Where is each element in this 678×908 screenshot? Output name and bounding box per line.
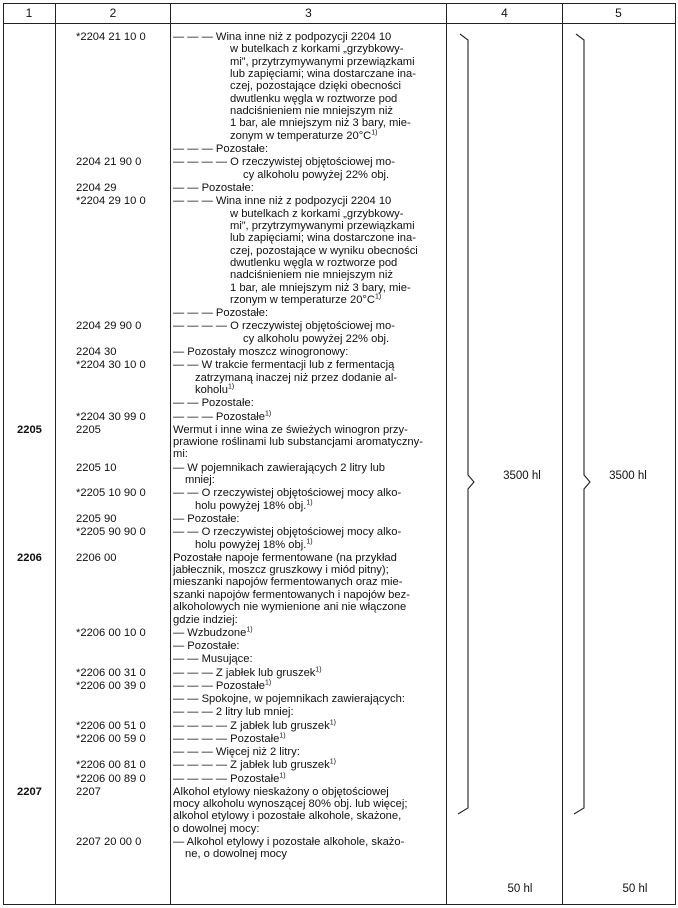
description-text: — — — — Z jabłek lub gruszek xyxy=(173,759,330,772)
description-text: — — — Wina inne niż z podpozycji 2204 10 xyxy=(173,195,392,208)
description-line xyxy=(243,333,389,345)
cn-code: *2206 00 59 0 xyxy=(76,732,146,745)
column-header-2: 2 xyxy=(109,6,117,20)
description-text: holu powyżej 18% obj. xyxy=(195,499,307,512)
description-line xyxy=(173,759,336,771)
description-text: o dowolnej mocy: xyxy=(173,822,260,835)
footnote-marker: 1) xyxy=(265,679,272,687)
description-text: — Pozostały moszcz winogronowy: xyxy=(173,346,349,359)
description-line xyxy=(173,513,240,525)
description-text: nadciśnieniem nie mniejszym niż xyxy=(230,105,393,118)
description-text: zatrzymaną inaczej niż przez dodanie al- xyxy=(195,371,398,384)
description-line xyxy=(173,143,268,155)
description-line xyxy=(173,680,271,692)
description-line xyxy=(173,733,286,745)
description-line xyxy=(230,269,393,281)
description-line xyxy=(173,810,401,822)
description-text: — — — Z jabłek lub gruszek xyxy=(173,666,316,679)
description-line xyxy=(230,282,411,294)
description-text: cy alkoholu powyżej 22% obj. xyxy=(243,332,390,345)
description-text: lub zapięciami; wina dostarczane ina- xyxy=(230,68,416,81)
description-line xyxy=(173,773,286,785)
description-text: alkohol etylowy i pozostałe alkohole, skażone, xyxy=(173,810,402,823)
description-line xyxy=(230,56,415,68)
description-line xyxy=(230,105,393,117)
cn-code: 2204 21 90 0 xyxy=(76,156,142,169)
cn-code: *2204 29 10 0 xyxy=(76,195,146,208)
cn-code: 2205 10 xyxy=(76,461,117,474)
description-line xyxy=(230,117,411,129)
description-text: Alkohol etylowy nieskażony o objętościowej xyxy=(173,785,389,798)
col5-volume: 3500 hl xyxy=(609,470,647,482)
description-text: mi: xyxy=(173,448,188,461)
description-line xyxy=(173,564,389,576)
column-header-3: 3 xyxy=(305,6,312,20)
description-line xyxy=(195,384,234,396)
description-text: czej, pozostające w wyniku obecności xyxy=(230,244,418,257)
description-line xyxy=(173,487,401,499)
description-text: w butelkach z korkami „grzybkowy- xyxy=(230,43,404,56)
col5-bottom-volume: 50 hl xyxy=(622,883,648,895)
cn-code: *2205 10 90 0 xyxy=(76,487,146,500)
description-text: prawione roślinami lub substancjami aromatyczny- xyxy=(173,436,423,449)
description-text: koholu xyxy=(195,384,228,396)
description-line xyxy=(173,640,240,652)
cn-code: 2205 xyxy=(76,423,101,436)
description-text: — — Pozostałe: xyxy=(173,181,254,194)
description-line xyxy=(173,823,259,835)
description-text: — — — — Pozostałe xyxy=(173,772,280,785)
description-line xyxy=(173,836,404,848)
cn-code: 2206 00 xyxy=(76,551,117,564)
description-text: — — — — Pozostałe xyxy=(173,732,280,745)
description-text: zonym w temperaturze 20°C xyxy=(230,129,372,142)
footnote-marker: 1) xyxy=(329,718,336,726)
description-line xyxy=(230,257,397,269)
description-text: — — W trakcie fermentacji lub z fermentacją xyxy=(173,359,395,372)
cn-code: 2207 xyxy=(76,785,101,798)
cn-code: 2204 29 90 0 xyxy=(76,320,142,333)
description-text: — — — — Z jabłek lub gruszek xyxy=(173,719,330,732)
description-line xyxy=(230,294,381,306)
description-text: alkoholowych nie wymienione ani nie włączone xyxy=(173,601,407,614)
description-text: dwutlenku węgla w roztworze pod xyxy=(230,92,398,105)
description-line xyxy=(185,848,287,860)
description-line xyxy=(173,601,406,613)
description-line xyxy=(230,220,415,232)
description-line xyxy=(173,424,408,436)
description-line xyxy=(173,589,410,601)
footnote-marker: 1) xyxy=(227,383,235,391)
description-line xyxy=(173,156,395,168)
description-line xyxy=(185,474,215,486)
column-header-4: 4 xyxy=(501,6,508,20)
description-text: mieszanki napojów fermentowanych oraz mie- xyxy=(173,576,403,589)
description-text: w butelkach z korkami „grzybkowy- xyxy=(230,207,404,220)
footnote-marker: 1) xyxy=(315,665,322,673)
description-text: mi”, przytrzymywanymi przewiązkami xyxy=(230,219,415,232)
description-text: 1 bar, ale mniejszym niż 3 bary, mie- xyxy=(230,117,411,130)
description-line xyxy=(173,436,423,448)
description-text: nadciśnieniem nie mniejszym niż xyxy=(230,269,393,282)
col4-bottom-volume: 50 hl xyxy=(507,883,533,895)
description-text: dwutlenku węgla w roztworze pod xyxy=(230,256,398,269)
description-text: — — — — O rzeczywistej objętościowej mo- xyxy=(173,156,395,169)
description-line xyxy=(173,614,238,626)
description-text: mi”, przytrzymywanymi przewiązkami xyxy=(230,55,415,68)
description-text: — — — Pozostałe: xyxy=(173,307,269,320)
cn-code: *2206 00 31 0 xyxy=(76,666,146,679)
description-text: Pozostałe napoje fermentowane (na przykład xyxy=(173,551,397,564)
description-text: — Wzbudzone xyxy=(173,626,247,639)
col4-volume: 3500 hl xyxy=(503,470,541,482)
description-line xyxy=(173,411,271,423)
cn-code: 2204 29 xyxy=(76,181,117,194)
description-text: — — Musujące: xyxy=(173,653,253,666)
description-line xyxy=(173,526,401,538)
cn-code: *2205 90 90 0 xyxy=(76,526,146,539)
cn-code: *2204 30 99 0 xyxy=(76,410,146,423)
footnote-marker: 1) xyxy=(306,498,313,506)
brace-icon xyxy=(450,30,480,820)
description-line xyxy=(230,80,401,92)
footnote-marker: 1) xyxy=(371,129,378,137)
footnote-marker: 1) xyxy=(279,771,286,779)
description-line xyxy=(173,720,336,732)
description-line xyxy=(195,500,313,512)
brace-icon xyxy=(566,30,596,820)
description-text: — Pozostałe: xyxy=(173,512,240,525)
description-line xyxy=(173,653,253,665)
description-line xyxy=(230,68,416,80)
description-line xyxy=(243,169,389,181)
description-line xyxy=(173,627,253,639)
description-line xyxy=(173,359,394,371)
description-line xyxy=(173,667,322,679)
description-text: szanki napojów fermentowanych i napojów bez- xyxy=(173,588,410,601)
cn-code: 2207 20 00 0 xyxy=(76,836,142,849)
column-header-1: 1 xyxy=(25,6,33,20)
description-text: rzonym w temperaturze 20°C xyxy=(230,293,375,306)
description-text: — Pozostałe: xyxy=(173,640,240,652)
footnote-marker: 1) xyxy=(306,537,313,545)
column-rule xyxy=(446,3,447,905)
description-text: — Alkohol etylowy i pozostałe alkohole, skażo- xyxy=(173,836,405,849)
description-text: lub zapięciami; wina dostarczone ina- xyxy=(230,232,416,245)
description-line xyxy=(173,31,391,43)
column-rule xyxy=(562,3,563,905)
cn-code: *2206 00 89 0 xyxy=(76,772,146,785)
description-text: — — Pozostałe: xyxy=(173,397,254,410)
description-text: — W pojemnikach zawierających 2 litry lub xyxy=(173,461,386,474)
description-line xyxy=(173,706,294,718)
description-line xyxy=(230,232,416,244)
column-rule xyxy=(55,3,56,905)
description-line xyxy=(173,346,348,358)
description-text: — — — Więcej niż 2 litry: xyxy=(173,746,300,758)
description-line xyxy=(173,307,268,319)
footnote-marker: 1) xyxy=(265,409,272,417)
cn-code: *2206 00 10 0 xyxy=(76,626,146,639)
description-text: — — — Pozostałe xyxy=(173,679,266,692)
cn-code: 2204 30 xyxy=(76,346,117,359)
description-line xyxy=(173,552,397,564)
heading-number: 2207 xyxy=(17,785,42,798)
description-line xyxy=(173,576,402,588)
description-line xyxy=(230,93,397,105)
cn-code: *2206 00 81 0 xyxy=(76,759,146,772)
description-line xyxy=(173,798,407,810)
description-line xyxy=(173,693,405,705)
column-rule xyxy=(170,3,171,905)
column-header-5: 5 xyxy=(615,6,622,20)
description-line xyxy=(173,746,300,758)
cn-code: *2204 30 10 0 xyxy=(76,359,146,372)
footnote-marker: 1) xyxy=(279,732,286,740)
description-line xyxy=(173,786,389,798)
description-line xyxy=(195,539,313,551)
description-line xyxy=(173,462,385,474)
description-text: — — — — O rzeczywistej objętościowej mo- xyxy=(173,320,395,333)
footnote-marker: 1) xyxy=(246,626,253,634)
heading-number: 2205 xyxy=(17,423,42,436)
footnote-marker: 1) xyxy=(375,293,382,301)
description-line xyxy=(230,208,403,220)
description-line xyxy=(173,320,395,332)
description-line xyxy=(173,448,188,460)
cn-code: 2205 90 xyxy=(76,512,117,525)
description-line xyxy=(173,397,254,409)
description-text: 1 bar, ale mniejszym niż 3 bary, mie- xyxy=(230,281,411,294)
description-text: holu powyżej 18% obj. xyxy=(195,538,307,551)
description-line xyxy=(230,130,378,142)
cn-code: *2206 00 51 0 xyxy=(76,719,146,732)
description-line xyxy=(230,43,403,55)
description-text: czej, pozostające dzięki obecności xyxy=(230,80,402,93)
description-line xyxy=(173,195,391,207)
description-text: cy alkoholu powyżej 22% obj. xyxy=(243,168,390,181)
cn-code: *2204 21 10 0 xyxy=(76,31,146,43)
cn-code: *2206 00 39 0 xyxy=(76,679,146,692)
description-text: gdzie indziej: xyxy=(173,613,238,626)
description-line xyxy=(195,372,397,384)
description-line xyxy=(173,182,254,194)
description-text: — — — Pozostałe: xyxy=(173,143,269,156)
description-text: — — Spokojne, w pojemnikach zawierających: xyxy=(173,693,405,705)
description-text: ne, o dowolnej mocy xyxy=(185,848,287,861)
description-text: jabłecznik, moszcz gruszkowy i miód pitny); xyxy=(173,564,389,577)
heading-number: 2206 xyxy=(17,551,42,564)
description-text: Wermut i inne wina ze świeżych winogron przy- xyxy=(173,423,408,436)
description-text: — — O rzeczywistej objętościowej mocy alko- xyxy=(173,526,402,539)
description-text: mniej: xyxy=(185,474,215,487)
description-text: — — — 2 litry lub mniej: xyxy=(173,706,294,719)
description-text: — — — Wina inne niż z podpozycji 2204 10 xyxy=(173,31,392,43)
description-text: — — O rzeczywistej objętościowej mocy alko- xyxy=(173,487,402,500)
footnote-marker: 1) xyxy=(329,758,336,766)
description-text: — — — Pozostałe xyxy=(173,410,266,423)
description-text: mocy alkoholu wynoszącej 80% obj. lub więcej; xyxy=(173,798,408,811)
description-line xyxy=(230,245,418,257)
header-separator xyxy=(3,23,676,24)
